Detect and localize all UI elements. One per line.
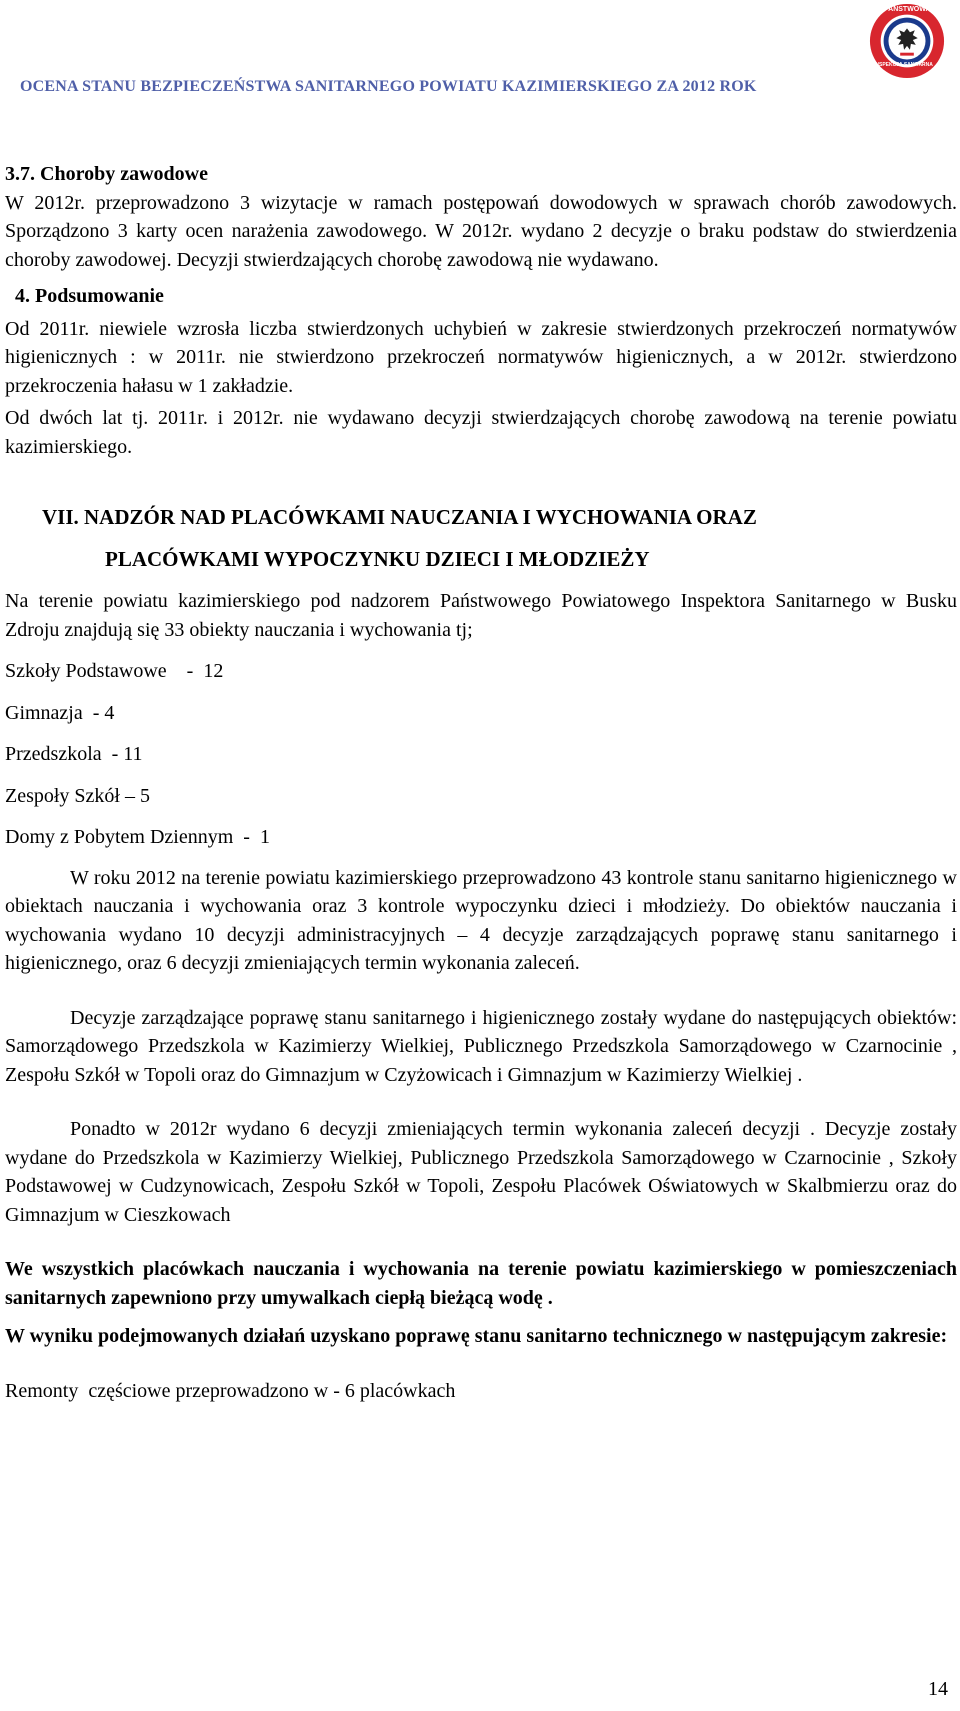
- list-item: Przedszkola - 11: [5, 743, 143, 765]
- list-item: Domy z Pobytem Dziennym - 1: [5, 826, 270, 848]
- page-body: [5, 160, 957, 1405]
- paragraph-controls: W roku 2012 na terenie powiatu kazimierskiego przeprowadzono 43 kontrole stanu sanitarno higienicznego w obiektach nauczania i wychowania oraz 3 kontrole wypoczynku dzieci i młodzieży. Do obiektów nauczania i wychowania wydano 10 decyzji administracyjnych – 4 decyzje zarządzających poprawę stanu sanitarnego i higienicznego, oraz 6 decyzji zmieniających termin wykonania zaleceń.: [5, 866, 957, 974]
- sanitary-inspection-emblem-icon: [868, 2, 946, 80]
- paragraph-decisions: Decyzje zarządzające poprawę stanu sanitarnego i higienicznego zostały wydane do następujących obiektów: Samorządowego Przedszkola w Kazimierzy Wielkiej, Publicznego Przedszkola Samorządowego w Czarnocinie , Zespołu Szkół w Topoli oraz do Gimnazjum w Czyżowicach i Gimnazjum w Kazimierzy Wielkiej .: [5, 1006, 957, 1086]
- paragraph-warm-water: We wszystkich placówkach nauczania i wychowania na terenie powiatu kazimierskiego w pomieszczeniach sanitarnych zapewniono przy umywalkach ciepłą bieżącą wodę .: [5, 1258, 957, 1309]
- paragraph-occupational-diseases: W 2012r. przeprowadzono 3 wizytacje w ramach postępowań dowodowych w sprawach chorób zawodowych. Sporządzono 3 karty ocen narażenia zawodowego. W 2012r. wydano 2 decyzje o braku podstaw do stwierdzenia choroby zawodowej. Decyzji stwierdzających chorobę zawodową nie wydawano.: [5, 191, 957, 271]
- section-title-line2: PLACÓWKAMI WYPOCZYNKU DZIECI I MŁODZIEŻY: [105, 547, 650, 571]
- heading-summary: 4. Podsumowanie: [15, 285, 164, 307]
- section-title-line1: VII. NADZÓR NAD PLACÓWKAMI NAUCZANIA I WYCHOWANIA ORAZ: [42, 505, 757, 529]
- paragraph-improvement: W wyniku podejmowanych działań uzyskano poprawę stanu sanitarno technicznego w następującym zakresie:: [5, 1325, 948, 1347]
- emblem-text-bottom: INSPEKCJA SANITARNA: [874, 62, 933, 68]
- list-item: Zespoły Szkół – 5: [5, 784, 150, 807]
- paragraph-additional: Ponadto w 2012r wydano 6 decyzji zmieniających termin wykonania zaleceń decyzji . Decyzje zostały wydane do Przedszkola w Kazimierzy Wielkiej, Publicznego Przedszkola Samorządowego w Czarnocinie , Szkoły Podstawowej w Cudzynowicach, Zespołu Szkół w Topoli, Zespołu Placówek Oświatowych w Skalbmierzu oraz do Gimnazjum w Cieszkowach: [5, 1118, 957, 1226]
- paragraph-summary-2: Od dwóch lat tj. 2011r. i 2012r. nie wydawano decyzji stwierdzających chorobę zawodową na terenie powiatu kazimierskiego.: [5, 407, 957, 458]
- list-item: Gimnazja - 4: [5, 701, 115, 724]
- paragraph-summary-1: Od 2011r. niewiele wzrosła liczba stwierdzonych uchybień w zakresie stwierdzonych przekroczeń normatywów higienicznych : w 2011r. nie stwierdzono przekroczeń normatywów higienicznych, a w 2012r. stwierdzono przekroczenia hałasu w 1 zakładzie.: [5, 317, 957, 397]
- emblem-text-top: PAŃSTWOWA: [884, 6, 931, 13]
- paragraph-intro: Na terenie powiatu kazimierskiego pod nadzorem Państwowego Powiatowego Inspektora Sanitarnego w Busku Zdroju znajdują się 33 obiekty nauczania i wychowania tj;: [5, 590, 957, 641]
- facility-list: [5, 657, 957, 852]
- paragraph-repairs: Remonty częściowe przeprowadzono w - 6 placówkach: [5, 1379, 456, 1402]
- running-header: OCENA STANU BEZPIECZEŃSTWA SANITARNEGO POWIATU KAZIMIERSKIEGO ZA 2012 ROK: [20, 78, 757, 95]
- list-item: Szkoły Podstawowe - 12: [5, 660, 224, 682]
- heading-occupational-diseases: 3.7. Choroby zawodowe: [5, 163, 208, 185]
- page-number: 14: [928, 1678, 948, 1700]
